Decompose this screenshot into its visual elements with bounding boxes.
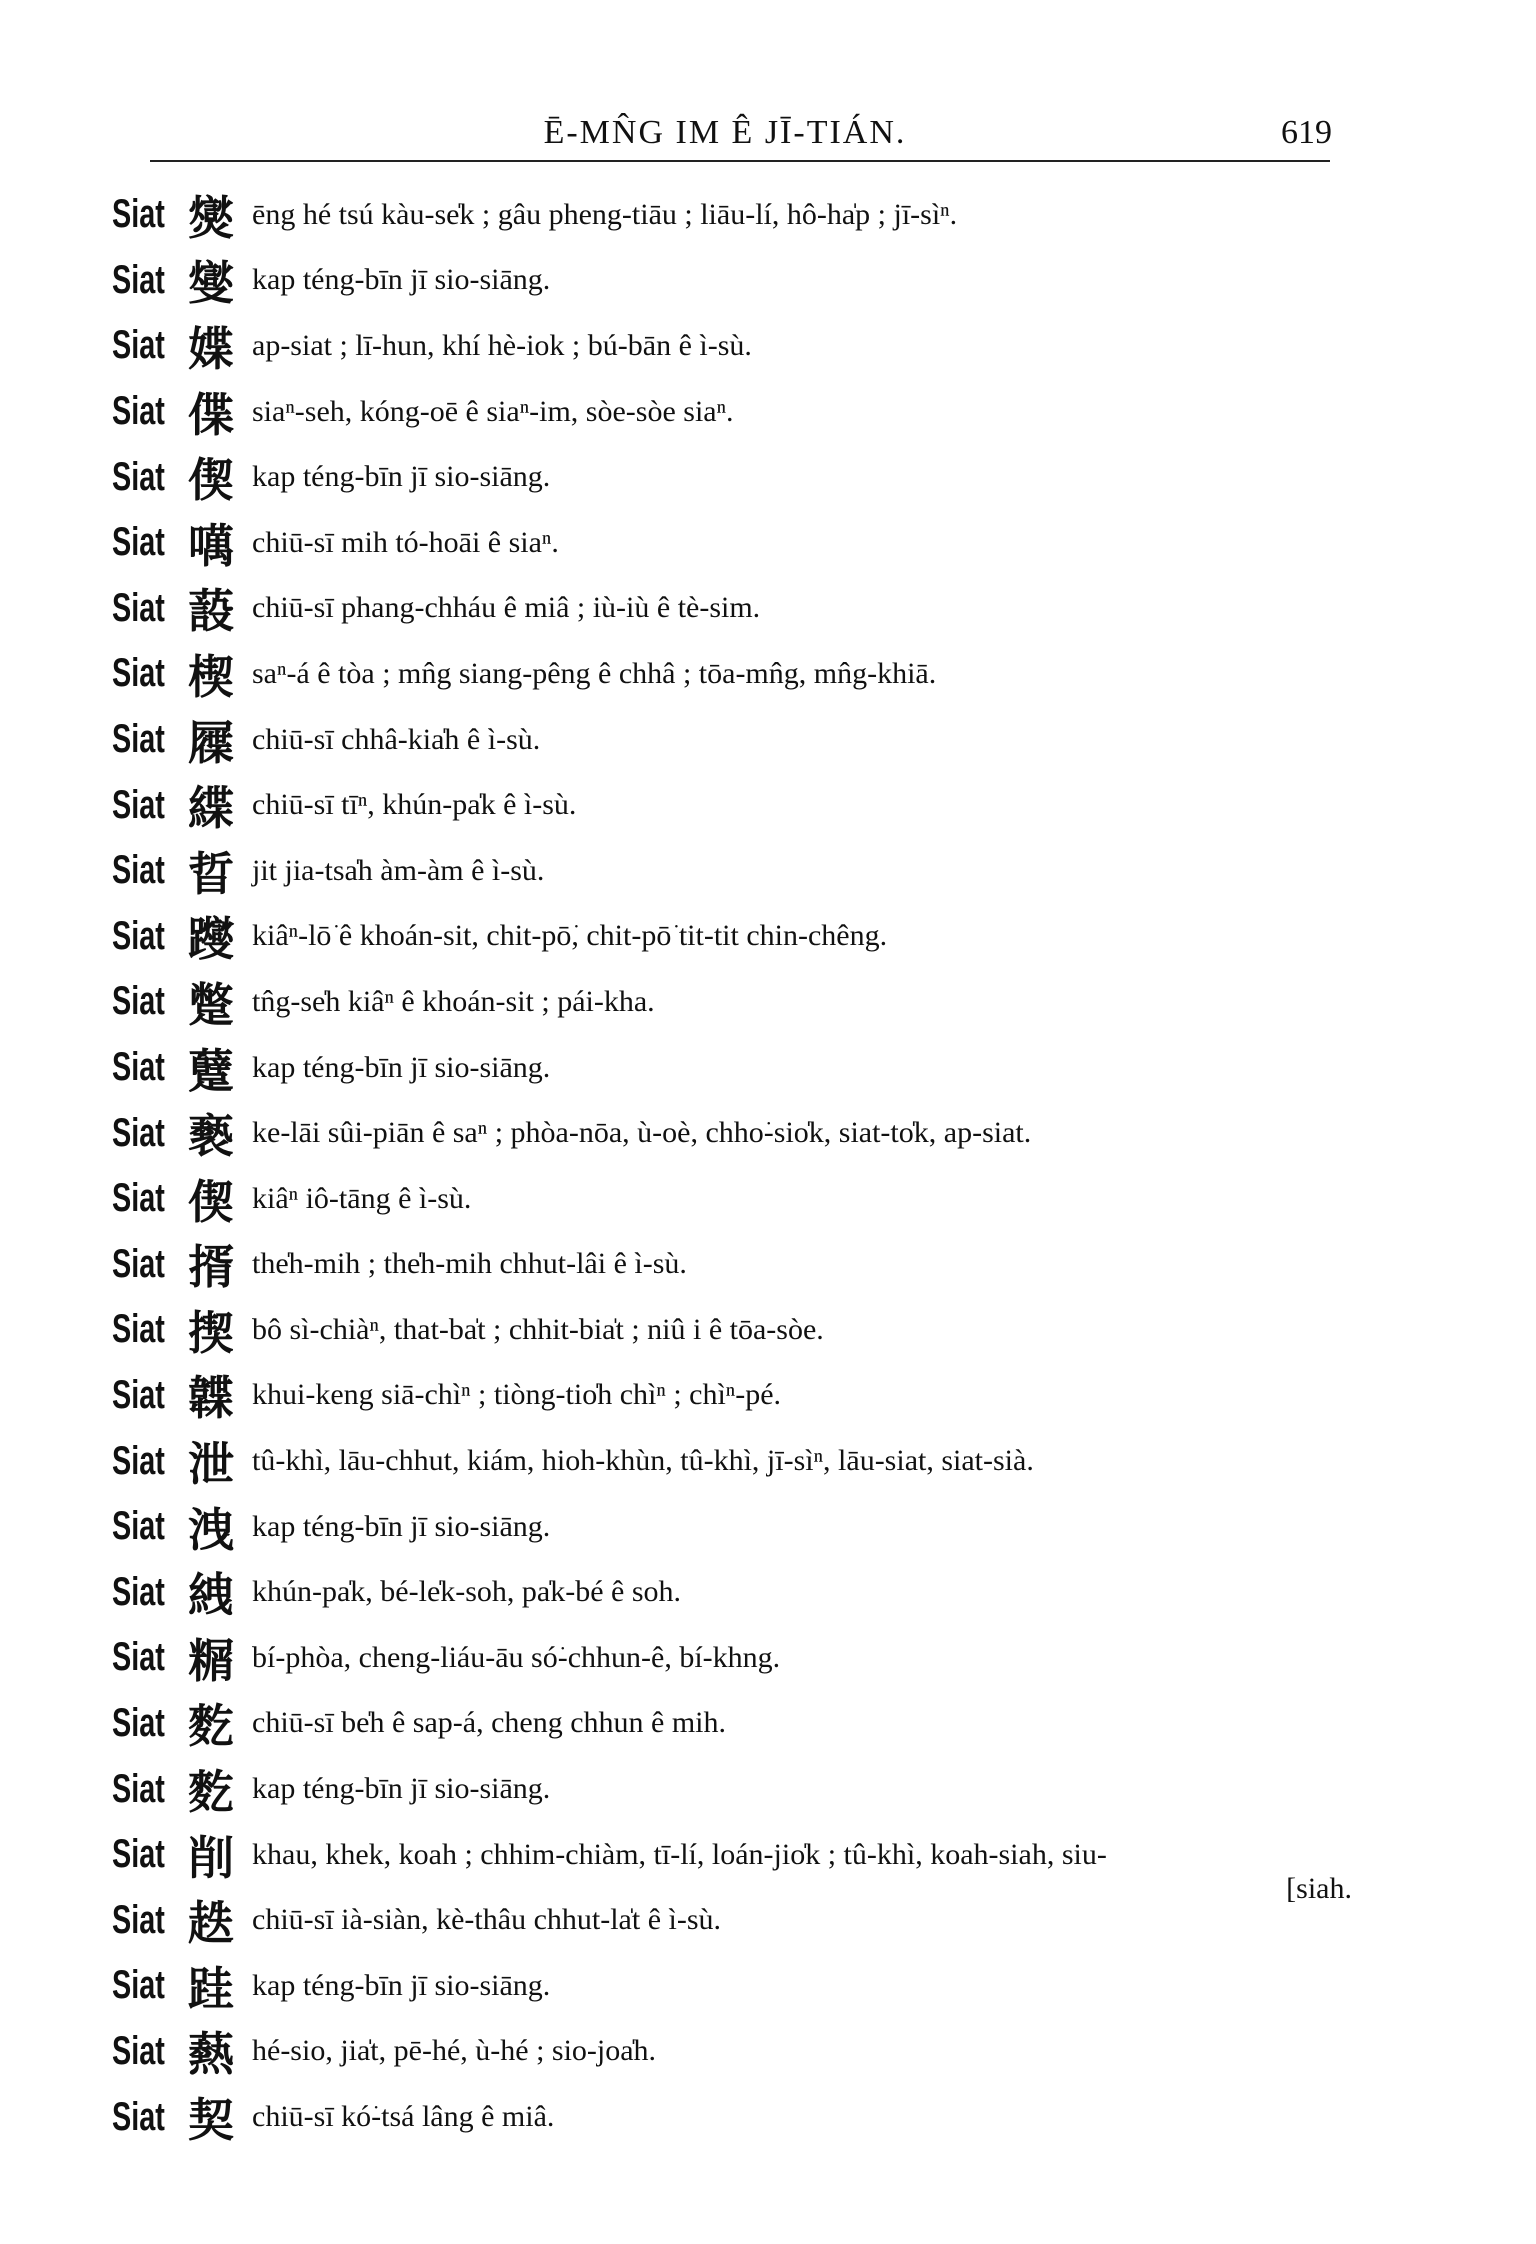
headword-character: 跬 xyxy=(188,1961,234,2016)
headword-character: 偰 xyxy=(188,1174,234,1229)
headword-character: 蹩 xyxy=(188,977,234,1032)
dictionary-entry xyxy=(112,1691,1352,1757)
definition-text: kap téng-bīn jī sio-siāng. xyxy=(252,460,551,494)
headword-romanization: Siat xyxy=(112,520,165,565)
headword-romanization: Siat xyxy=(112,1372,165,1417)
headword-romanization: Siat xyxy=(112,651,165,696)
definition-text: chiū-sī tīⁿ, khún-pa̍k ê ì-sù. xyxy=(252,788,577,822)
headword-romanization: Siat xyxy=(112,323,165,368)
headword-romanization: Siat xyxy=(112,1963,165,2008)
definition-text: ēng hé tsú kàu-se̍k ; gâu pheng-tiāu ; liāu-lí, hô-ha̍p ; jī-sìⁿ. xyxy=(252,197,958,231)
headword-character: 楔 xyxy=(188,649,234,704)
dictionary-entry xyxy=(112,313,1352,379)
headword-romanization: Siat xyxy=(112,2094,165,2139)
running-title: Ē-MN̂G IM Ê JĪ-TIÁN. xyxy=(543,114,907,151)
definition-text: khún-pa̍k, bé-le̍k-soh, pa̍k-bé ê soh. xyxy=(252,1575,682,1609)
headword-romanization: Siat xyxy=(112,1832,165,1877)
dictionary-entry xyxy=(112,1428,1352,1494)
headword-character: 趃 xyxy=(188,1896,234,1951)
headword-romanization: Siat xyxy=(112,2028,165,2073)
headword-romanization: Siat xyxy=(112,979,165,1024)
headword-character: 揟 xyxy=(188,1240,234,1295)
definition-text: khau, khek, koah ; chhim-chiàm, tī-lí, loán-jio̍k ; tû-khì, koah-siah, siu- xyxy=(252,1837,1107,1871)
headword-romanization: Siat xyxy=(112,1897,165,1942)
dictionary-entry xyxy=(112,1100,1352,1166)
definition-text: chiū-sī kó͘-tsá lâng ê miâ. xyxy=(252,2100,555,2134)
headword-romanization: Siat xyxy=(112,585,165,630)
headword-romanization: Siat xyxy=(112,1766,165,1811)
headword-romanization: Siat xyxy=(112,1700,165,1745)
dictionary-entry xyxy=(112,1822,1352,1905)
page-number: 619 xyxy=(1281,114,1332,151)
dictionary-entry xyxy=(112,838,1352,904)
headword-romanization: Siat xyxy=(112,389,165,434)
definition-text: tn̂g-se̍h kiâⁿ ê khoán-sit ; pái-kha. xyxy=(252,984,655,1018)
headword-character: 洩 xyxy=(188,1502,234,1557)
definition-text: kiâⁿ-lō͘ ê khoán-sit, chit-pō͘, chit-pō͘ tit-tit chin-chêng. xyxy=(252,919,888,953)
dictionary-entry xyxy=(112,772,1352,838)
headword-character: 偰 xyxy=(188,453,234,508)
headword-character: 偞 xyxy=(188,387,234,442)
definition-text: ap-siat ; lī-hun, khí hè-iok ; bú-bān ê ì-sù. xyxy=(252,328,752,362)
headword-romanization: Siat xyxy=(112,1110,165,1155)
headword-character: 契 xyxy=(188,2093,234,2148)
dictionary-entry xyxy=(112,2019,1352,2085)
headword-character: 噧 xyxy=(188,518,234,573)
headword-romanization: Siat xyxy=(112,1438,165,1483)
definition-text: khui-keng siā-chìⁿ ; tiòng-tio̍h chìⁿ ; chìⁿ-pé. xyxy=(252,1378,782,1412)
dictionary-entry xyxy=(112,969,1352,1035)
dictionary-entry xyxy=(112,2084,1352,2150)
definition-text: saⁿ-á ê tòa ; mn̂g siang-pêng ê chhâ ; tōa-mn̂g, mn̂g-khiā. xyxy=(252,656,937,690)
definition-text: kap téng-bīn jī sio-siāng. xyxy=(252,1772,551,1806)
headword-character: 糏 xyxy=(188,1633,234,1688)
definition-text: chiū-sī be̍h ê sap-á, cheng chhun ê mih. xyxy=(252,1706,727,1740)
dictionary-entry xyxy=(112,1232,1352,1298)
headword-character: 削 xyxy=(188,1830,234,1885)
dictionary-entry xyxy=(112,1363,1352,1429)
header-rule xyxy=(150,160,1330,162)
dictionary-entry xyxy=(112,1035,1352,1101)
headword-romanization: Siat xyxy=(112,1241,165,1286)
definition-text: bí-phòa, cheng-liáu-āu só͘-chhun-ê, bí-khng. xyxy=(252,1640,781,1674)
definition-text: bô sì-chiàⁿ, that-ba̍t ; chhit-bia̍t ; niû i ê tōa-sòe. xyxy=(252,1312,824,1346)
headword-romanization: Siat xyxy=(112,1635,165,1680)
page-header xyxy=(110,108,1340,164)
dictionary-entry xyxy=(112,904,1352,970)
dictionary-entry xyxy=(112,576,1352,642)
definition-text: kap téng-bīn jī sio-siāng. xyxy=(252,1509,551,1543)
dictionary-entry xyxy=(112,1494,1352,1560)
headword-character: 絏 xyxy=(188,1568,234,1623)
headword-character: 媟 xyxy=(188,321,234,376)
headword-romanization: Siat xyxy=(112,717,165,762)
headword-romanization: Siat xyxy=(112,1569,165,1614)
headword-character: 蔎 xyxy=(188,584,234,639)
headword-romanization: Siat xyxy=(112,782,165,827)
headword-romanization: Siat xyxy=(112,913,165,958)
headword-character: 泄 xyxy=(188,1437,234,1492)
definition-text: chiū-sī mih tó-hoāi ê siaⁿ. xyxy=(252,525,559,559)
headword-romanization: Siat xyxy=(112,192,165,237)
definition-text: siaⁿ-seh, kóng-oē ê siaⁿ-im, sòe-sòe siaⁿ. xyxy=(252,394,734,428)
dictionary-entry xyxy=(112,248,1352,314)
dictionary-entry xyxy=(112,1887,1352,1953)
definition-text: chiū-sī ià-siàn, kè-thâu chhut-la̍t ê ì-sù. xyxy=(252,1903,722,1937)
headword-romanization: Siat xyxy=(112,1176,165,1221)
headword-character: 躞 xyxy=(188,912,234,967)
definition-continuation: [siah. xyxy=(1286,1871,1352,1905)
dictionary-entry xyxy=(112,1297,1352,1363)
dictionary-entry xyxy=(112,641,1352,707)
headword-character: 屧 xyxy=(188,715,234,770)
dictionary-entry xyxy=(112,182,1352,248)
headword-character: 爇 xyxy=(188,2027,234,2082)
dictionary-entry xyxy=(112,707,1352,773)
definition-text: ke-lāi sûi-piān ê saⁿ ; phòa-nōa, ù-oè, chho͘-sio̍k, siat-to̍k, ap-siat. xyxy=(252,1116,1032,1150)
headword-character: 麧 xyxy=(188,1699,234,1754)
dictionary-entry xyxy=(112,1625,1352,1691)
definition-text: kiâⁿ iô-tāng ê ì-sù. xyxy=(252,1181,472,1215)
dictionary-entry xyxy=(112,1953,1352,2019)
definition-text: chiū-sī chhâ-kia̍h ê ì-sù. xyxy=(252,722,541,756)
headword-character: 褻 xyxy=(188,1109,234,1164)
definition-text: kap téng-bīn jī sio-siāng. xyxy=(252,1968,551,2002)
headword-romanization: Siat xyxy=(112,1307,165,1352)
dictionary-entry xyxy=(112,444,1352,510)
headword-character: 韘 xyxy=(188,1371,234,1426)
headword-romanization: Siat xyxy=(112,1504,165,1549)
definition-text: kap téng-bīn jī sio-siāng. xyxy=(252,1050,551,1084)
dictionary-entry xyxy=(112,1756,1352,1822)
headword-character: 燮 xyxy=(188,256,234,311)
headword-romanization: Siat xyxy=(112,1045,165,1090)
dictionary-entry xyxy=(112,1559,1352,1625)
dictionary-entry xyxy=(112,379,1352,445)
definition-text: the̍h-mih ; the̍h-mih chhut-lâi ê ì-sù. xyxy=(252,1247,687,1281)
headword-romanization: Siat xyxy=(112,454,165,499)
headword-character: 麧 xyxy=(188,1765,234,1820)
headword-romanization: Siat xyxy=(112,257,165,302)
headword-character: 緤 xyxy=(188,781,234,836)
headword-character: 晢 xyxy=(188,846,234,901)
definition-text: hé-sio, jia̍t, pē-hé, ù-hé ; sio-joa̍h. xyxy=(252,2034,657,2068)
dictionary-entry xyxy=(112,510,1352,576)
dictionary-entry xyxy=(112,1166,1352,1232)
definition-text: kap téng-bīn jī sio-siāng. xyxy=(252,263,551,297)
definition-text: tû-khì, lāu-chhut, kiám, hioh-khùn, tû-khì, jī-sìⁿ, lāu-siat, siat-sià. xyxy=(252,1444,1034,1478)
headword-character: 揳 xyxy=(188,1305,234,1360)
definition-text: chiū-sī phang-chháu ê miâ ; iù-iù ê tè-sim. xyxy=(252,591,761,625)
headword-romanization: Siat xyxy=(112,848,165,893)
headword-character: 爕 xyxy=(188,190,234,245)
headword-character: 躠 xyxy=(188,1043,234,1098)
dictionary-entries xyxy=(112,182,1352,2150)
definition-text: jit jia-tsa̍h àm-àm ê ì-sù. xyxy=(252,853,545,887)
